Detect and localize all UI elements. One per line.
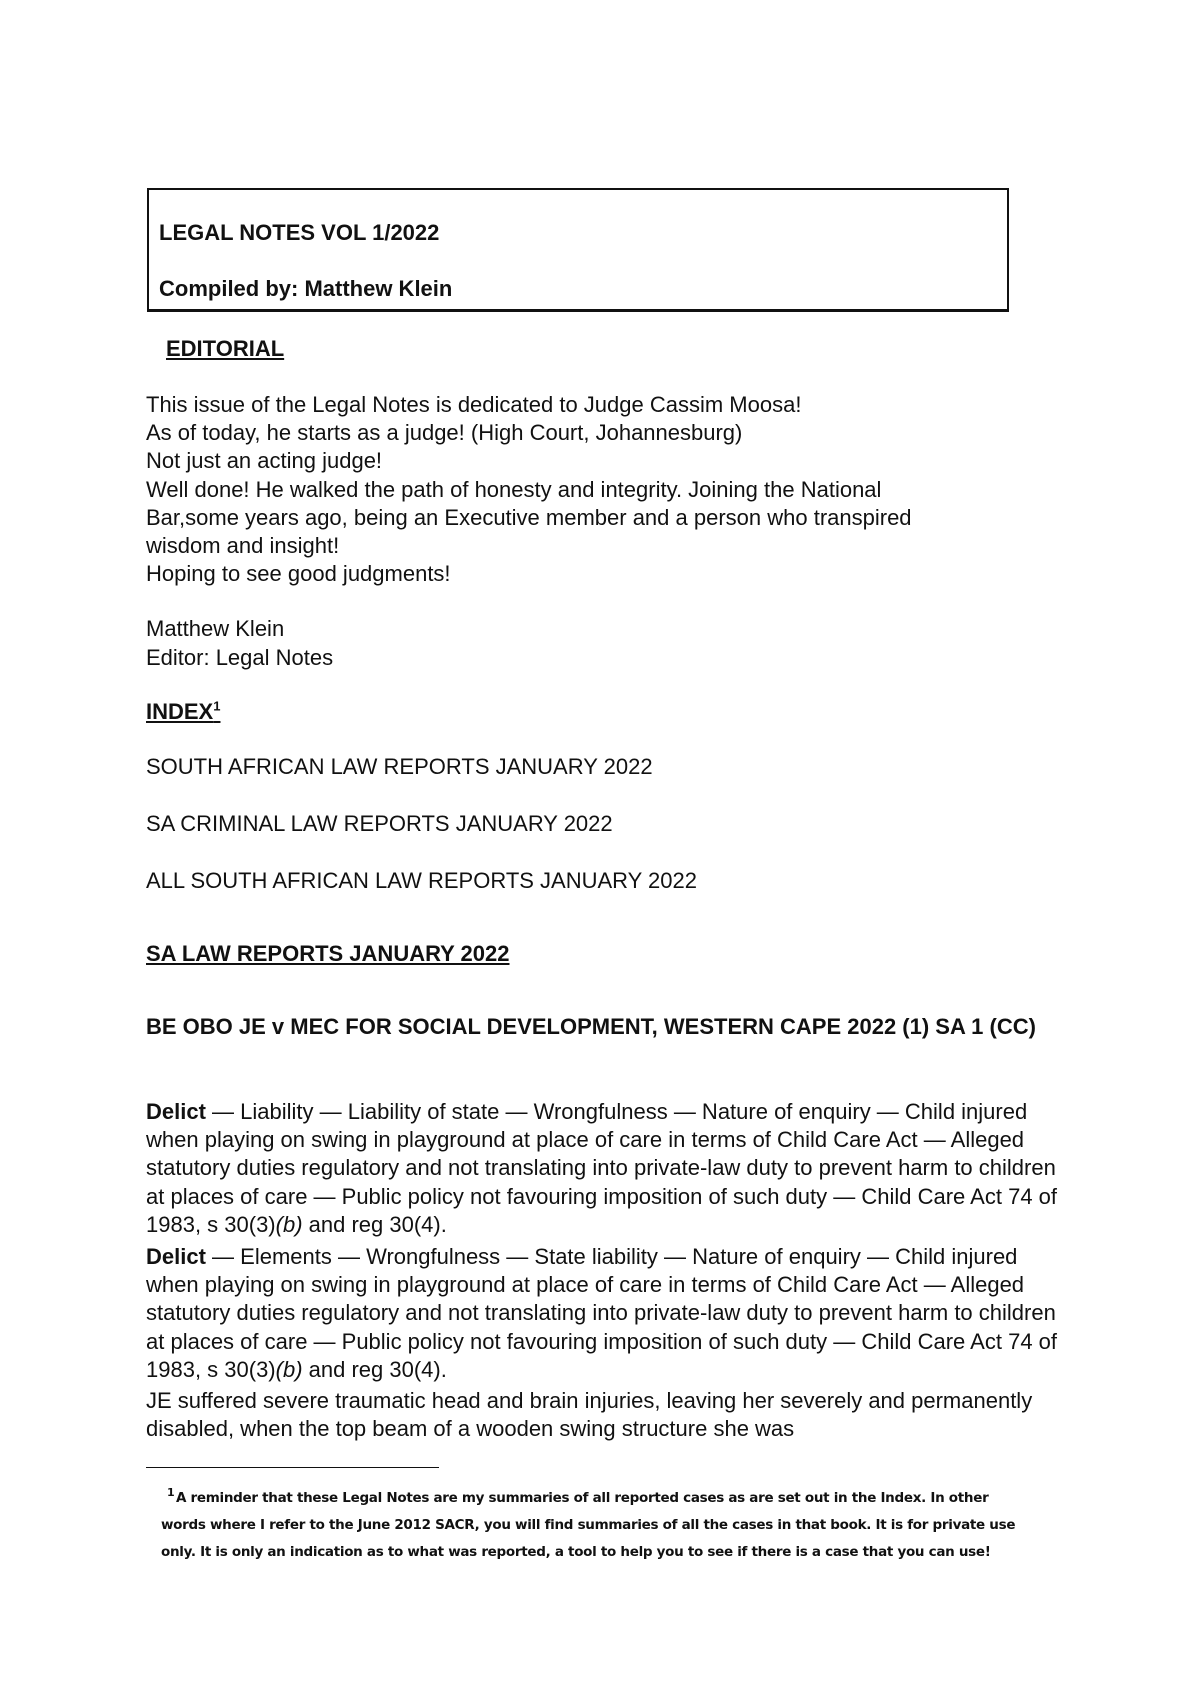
editorial-line: Well done! He walked the path of honesty and integrity. Joining the National <box>146 476 882 502</box>
index-heading <box>146 698 220 726</box>
sa-law-reports-heading: SA LAW REPORTS JANUARY 2022 <box>146 941 510 966</box>
editorial-heading: EDITORIAL <box>166 336 285 361</box>
editorial-body <box>146 391 1086 588</box>
headnote-paragraph <box>146 1098 1066 1239</box>
footnote-reference[interactable]: 1 <box>213 698 221 714</box>
document-title: LEGAL NOTES VOL 1/2022 <box>159 220 440 245</box>
editor-signature <box>146 615 333 672</box>
editorial-line: Hoping to see good judgments! <box>146 561 451 587</box>
headnote-lead: Delict <box>146 1099 206 1124</box>
headnote-paragraph <box>146 1243 1066 1384</box>
case-summary-paragraph: JE suffered severe traumatic head and brain injuries, leaving her severely and permanently disabled, when the top beam of a wooden swing structure she was <box>146 1388 1033 1442</box>
index-heading-text: INDEX <box>146 699 214 724</box>
headnote-text: — Liability — Liability of state — Wrongfulness — Nature of enquiry — Child injured when playing on swing in playground at place of care in terms of Child Care Act — Alleged statutory duties regulatory and not translating into private-law duty to prevent harm to children at places of care — Public policy not favouring imposition of such duty — Child Care Act 74 of 1983, s 30(3) <box>146 1099 1058 1237</box>
footnote-line: words where I refer to the June 2012 SACR, you will find summaries of all the cases in that book. It is for private use <box>161 1517 1016 1533</box>
signature-role: Editor: Legal Notes <box>146 644 334 670</box>
index-item: SOUTH AFRICAN LAW REPORTS JANUARY 2022 <box>146 754 653 779</box>
editorial-line: As of today, he starts as a judge! (High Court, Johannesburg) <box>146 420 743 446</box>
headnote-italic: (b) <box>275 1356 303 1382</box>
editorial-line: Bar,some years ago, being an Executive member and a person who transpired <box>146 504 912 530</box>
index-item: ALL SOUTH AFRICAN LAW REPORTS JANUARY 2022 <box>146 868 697 893</box>
footnote-line: A reminder that these Legal Notes are my summaries of all reported cases as are set out in the Index. In other <box>176 1490 989 1506</box>
headnote-lead: Delict <box>146 1244 206 1269</box>
headnote-tail: and reg 30(4). <box>302 1211 447 1237</box>
title-box <box>147 188 1009 312</box>
editorial-line: wisdom and insight! <box>146 533 340 559</box>
footnote-separator <box>146 1467 439 1468</box>
index-item: SA CRIMINAL LAW REPORTS JANUARY 2022 <box>146 811 613 836</box>
headnote-text: — Elements — Wrongfulness — State liability — Nature of enquiry — Child injured when playing on swing in playground at place of care in terms of Child Care Act — Alleged statutory duties regulatory and not translating into private-law duty to prevent harm to children at places of care — Public policy not favouring imposition of such duty — Child Care Act 74 of 1983, s 30(3) <box>146 1244 1058 1382</box>
case-title: BE OBO JE v MEC FOR SOCIAL DEVELOPMENT, WESTERN CAPE 2022 (1) SA 1 (CC) <box>146 1014 1036 1039</box>
editorial-line: This issue of the Legal Notes is dedicated to Judge Cassim Moosa! <box>146 392 802 417</box>
editorial-line: Not just an acting judge! <box>146 448 383 474</box>
compiled-by: Compiled by: Matthew Klein <box>159 276 453 301</box>
signature-name: Matthew Klein <box>146 616 285 641</box>
footnote-marker: 1 <box>167 1486 175 1499</box>
footnote <box>161 1485 1076 1566</box>
footnote-line: only. It is only an indication as to what was reported, a tool to help you to see if there is a case that you can use! <box>161 1544 991 1560</box>
headnote-tail: and reg 30(4). <box>302 1356 447 1382</box>
headnote-italic: (b) <box>275 1211 303 1237</box>
